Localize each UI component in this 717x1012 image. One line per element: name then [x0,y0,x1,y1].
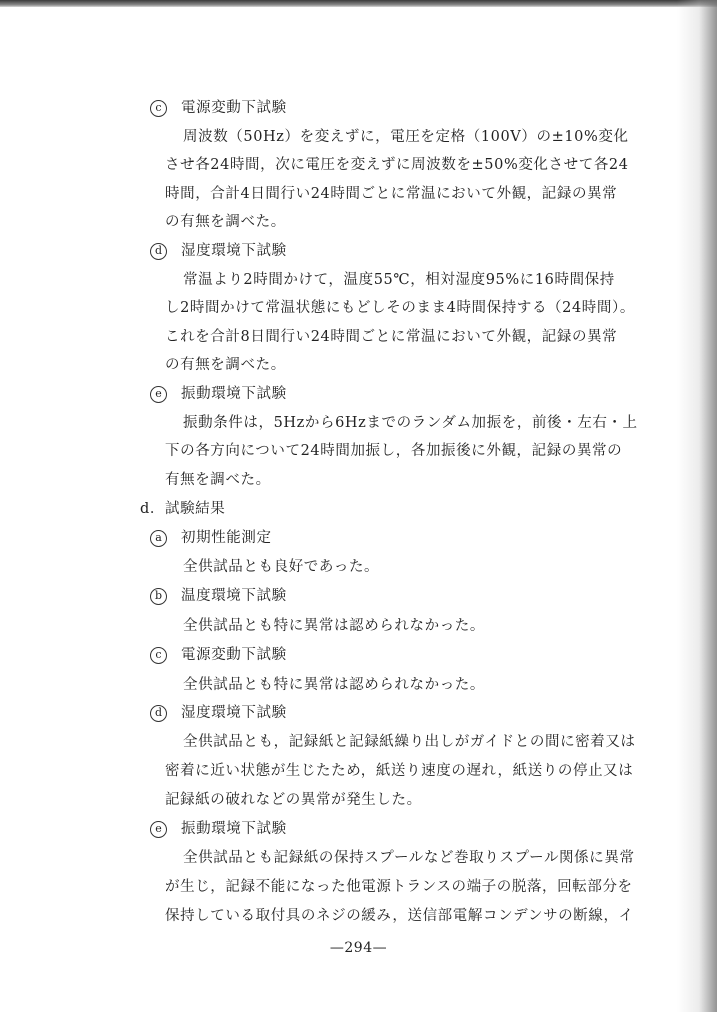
result-a-line-1: 全供試品とも良好であった。 [183,559,380,575]
para-d-line-1: 常温より2時間かけて，温度55℃，相対湿度95%に16時間保持 [183,272,615,288]
result-d-line-1: 全供試品とも，記録紙と記録紙繰り出しがガイドとの間に密着又は [183,734,636,750]
item-heading-c [150,98,287,118]
result-d-line-2: 密着に近い状態が生じたため，紙送り速度の遅れ，紙送りの停止又は [165,763,634,779]
para-c-line-1: 周波数（50Hz）を変えずに，電圧を定格（100V）の±10%変化 [183,129,629,145]
section-heading-results: d．試験結果 [140,501,226,517]
result-heading-d [150,703,287,723]
circled-letter-e: e [150,386,167,403]
para-c-line-2: させ各24時間，次に電圧を変えずに周波数を±50%変化させて各24 [165,157,629,173]
para-d-line-4: の有無を調べた。 [165,357,286,373]
para-e-line-3: 有無を調べた。 [165,472,271,488]
page-number: —294— [329,940,388,956]
result-title-b: 温度環境下試験 [181,588,287,604]
result-e-line-1: 全供試品とも記録紙の保持スプールなど巻取りスプール関係に異常 [183,850,635,866]
result-c-line-1: 全供試品とも特に異常は認められなかった。 [183,677,485,693]
para-e-line-1: 振動条件は，5Hzから6Hzまでのランダム加振を，前後・左右・上 [183,415,638,431]
circled-letter-a: a [150,530,167,547]
result-heading-a [150,528,272,548]
result-title-e: 振動環境下試験 [181,821,287,837]
result-heading-c [150,645,287,665]
circled-letter-c: c [150,647,167,664]
result-e-line-3: 保持している取付具のネジの緩み，送信部電解コンデンサの断線，イ [165,908,634,924]
para-d-line-3: これを合計8日間行い24時間ごとに常温において外観，記録の異常 [165,329,618,345]
result-heading-b [150,586,287,606]
result-heading-e [150,819,287,839]
result-title-a: 初期性能測定 [181,530,272,546]
para-c-line-4: の有無を調べた。 [165,214,286,230]
circled-letter-e: e [150,821,167,838]
result-d-line-3: 記録紙の破れなどの異常が発生した。 [165,792,422,808]
result-title-d: 湿度環境下試験 [181,705,287,721]
item-title-c: 電源変動下試験 [181,100,287,116]
item-title-e: 振動環境下試験 [181,386,287,402]
para-e-line-2: 下の各方向について24時間加振し，各加振後に外観，記録の異常の [165,443,623,459]
circled-letter-d: d [150,243,167,260]
para-d-line-2: し2時間かけて常温状態にもどしそのまま4時間保持する（24時間）。 [165,300,635,316]
item-title-d: 湿度環境下試験 [181,243,287,259]
circled-letter-c: c [150,100,167,117]
circled-letter-b: b [150,588,167,605]
item-heading-d [150,241,287,261]
result-e-line-2: が生じ，記録不能になった他電源トランスの端子の脱落，回転部分を [165,879,633,895]
circled-letter-d: d [150,705,167,722]
result-b-line-1: 全供試品とも特に異常は認められなかった。 [183,618,485,634]
para-c-line-3: 時間，合計4日間行い24時間ごとに常温において外観，記録の異常 [165,186,618,202]
item-heading-e [150,384,287,404]
result-title-c: 電源変動下試験 [181,647,287,663]
